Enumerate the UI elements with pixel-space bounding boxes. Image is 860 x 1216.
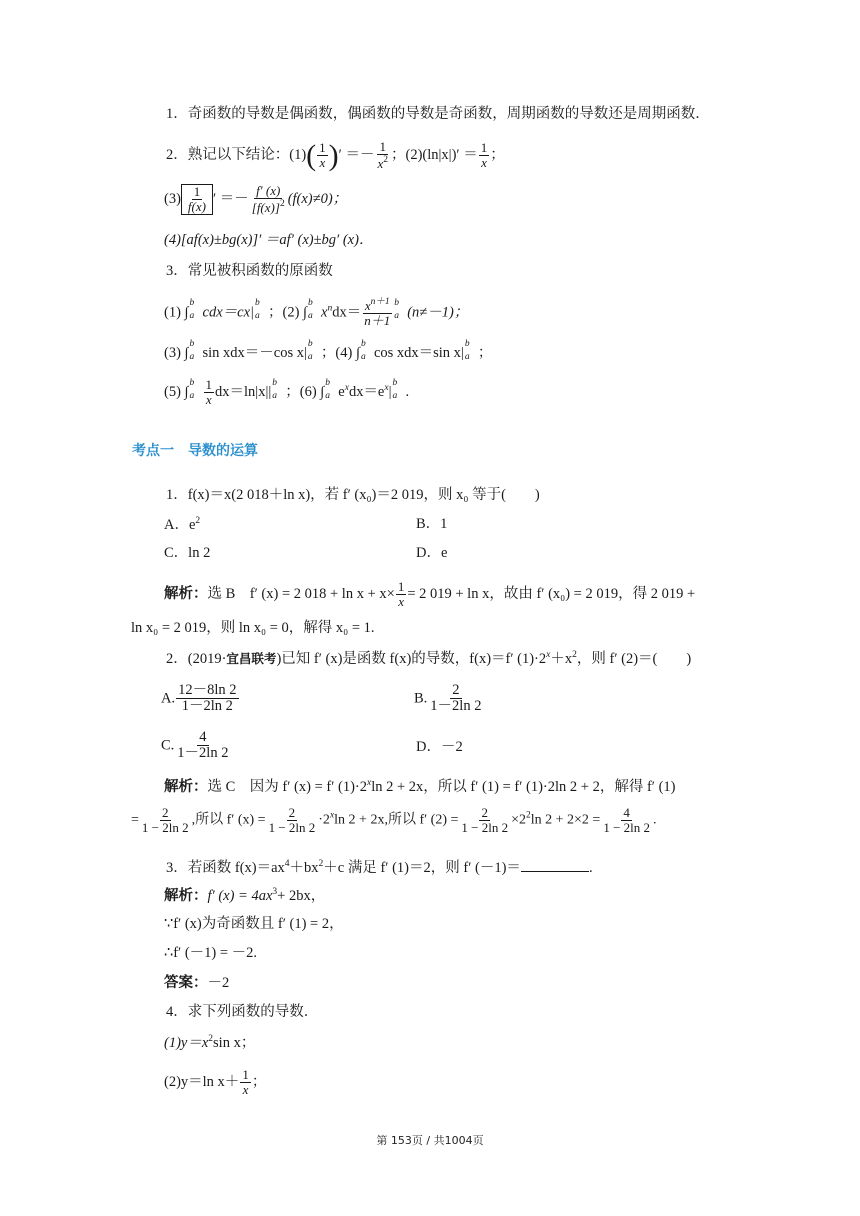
- bracket: $\frac{1}{f(x)}$: [181, 184, 213, 215]
- conclusion-1: 1．奇函数的导数是偶函数，偶函数的导数是奇函数，周期函数的导数还是周期函数．: [166, 106, 710, 122]
- fraction: $\frac{1}{x^2}$: [377, 139, 388, 171]
- q2-option-a: A. $\frac{12-8\ln 2}{1-2\ln 2}$: [161, 682, 237, 715]
- q1-stem: 1．f(x)＝x(2 018＋ln x)，若 f′ (x₀)＝2 019，则 x₀ 等于( ): [166, 487, 540, 503]
- q1-option-c: C．ln 2: [164, 545, 211, 561]
- integral-line-3: (5) ∫ b a $\frac{1}{x}$ dx＝ln|x|| b a ；(6) ∫ b a $e^xdx=e^x|$ b a .: [164, 377, 410, 407]
- q2-option-c: C. $\frac{4}{1-2\ln 2}$: [161, 729, 229, 762]
- conclusion-4: (4)[af(x)±bg(x)]′ ＝af′ (x)±bg′ (x)．: [164, 232, 374, 248]
- q2-solution-line-2: = $\frac{2}{1 - 2\ln 2}$ ,所以 f′ (x) = $\frac{2}{1 - 2\ln 2}$ $\cdot 2^x\ln$ 2 + 2x,所以 f′ (2) = $\frac{2}{1 - 2\ln 2}$ $\times 2^2\ln$ 2 + 2×2 = $\frac{4}{1 - 2\ln 2}$ .: [131, 805, 657, 835]
- q2-solution-line-1: 解析：选 C 因为 f′ (x) = f′ $(1)\cdot 2^x\ln$ 2 + 2x，所以 f′ (1) = f′ (1)·2ln 2 + 2，解得 f′ (1): [164, 778, 676, 795]
- q2-option-b: B. $\frac{2}{1-2\ln 2}$: [414, 682, 482, 715]
- q2-option-d: D．－2: [416, 739, 463, 755]
- q3-solution-line-2: ∵f′ (x)为奇函数且 f′ (1) = 2，: [164, 916, 344, 932]
- q3-stem: 3．若函数 $f(x)=ax^4+bx^2+c$ 满足 f′ (1)＝2，则 f′ (－1)＝ .: [166, 859, 593, 876]
- q4-part-2: (2)y＝ln x＋ $\frac{1}{x}$ ；: [164, 1067, 267, 1097]
- answer-blank: [521, 859, 589, 872]
- q2-stem: 2．(2019·宜昌联考)已知 f′ (x)是函数 f(x)的导数，f(x)＝f′ $(1)\cdot 2^x+x^2$，则 f′ (2)＝( ): [166, 650, 692, 667]
- text: ′ ＝－: [338, 146, 375, 163]
- q4-stem: 4．求下列函数的导数．: [166, 1004, 319, 1020]
- section-heading: 考点一 导数的运算: [132, 443, 258, 459]
- q1-solution-line-1: 解析：选 B f′ (x) = 2 018 + ln x + x× $\frac{1}{x}$ = 2 019 + ln x，故由 f′ (x₀) = 2 019，得 2 019 +: [164, 579, 696, 609]
- q1-option-d: D．e: [416, 545, 448, 561]
- conclusion-5-title: 3．常见被积函数的原函数: [166, 263, 333, 279]
- fraction: $\frac{f' (x)}{[f(x)]^2}$: [251, 183, 285, 215]
- q3-solution-line-3: ∴f′ (－1) = －2.: [164, 945, 258, 961]
- text: 2．熟记以下结论：(1): [166, 146, 307, 163]
- q1-solution-line-2: ln x₀ = 2 019，则 ln x₀ = 0，解得 x₀ = 1.: [131, 620, 375, 636]
- conclusion-3: (3) $\frac{1}{f(x)}$ ′ ＝－ $\frac{f' (x)}{[f(x)]^2}$ (f(x)≠0)；: [164, 183, 348, 215]
- integral-line-2: (3) ∫ b a sin xdx＝－cos x| b a ；(4) ∫ b a cos xdx＝sin x| b a ；: [164, 339, 493, 362]
- q4-part-1: $(1)y=x^2\sin$ x；: [164, 1034, 256, 1051]
- text: ；(2)(ln|x|)′ ＝: [391, 146, 478, 163]
- q1-option-b: B．1: [416, 516, 448, 532]
- fraction: $\frac{1}{x}$: [319, 140, 326, 170]
- conclusion-2: 2．熟记以下结论：(1)( $\frac{1}{x}$ )′ ＝－ $\frac{1}{x^2}$ ；(2)(ln|x|)′ ＝ $\frac{1}{x}$ ；: [166, 138, 505, 172]
- q3-solution-line-1: 解析：f′ $(x) = 4ax^3+ 2bx$，: [164, 887, 326, 904]
- q3-answer: 答案：－2: [164, 975, 230, 991]
- integral-line-1: (1) ∫ b a cdx＝cx| b a ；(2) ∫ b a $x^ndx=$ $\frac{x^{n+1}}{n+1}$ b a (n≠－1)；: [164, 297, 469, 328]
- page-footer: 第 153页 / 共1004页: [376, 1134, 484, 1147]
- fraction: $\frac{1}{x}$: [480, 140, 488, 170]
- q1-option-a: A．$e^2$: [164, 516, 201, 533]
